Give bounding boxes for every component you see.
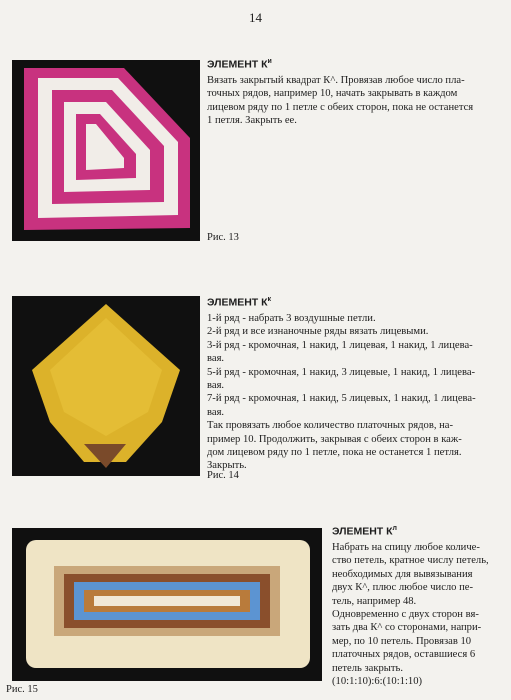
element-2-line: пример 10. Продолжить, закрывая с обеих сторон в каж-	[207, 433, 462, 445]
element-1-title: ЭЛЕМЕНТ $К^и$	[207, 58, 272, 71]
figure-15-photo	[12, 528, 322, 681]
element-1-line: точных рядов, например 10, начать закрывать в каждом	[207, 88, 458, 100]
element-2-line: 1-й ряд - набрать 3 воздушные петли.	[207, 312, 376, 324]
element-1-line: лицевом ряду по 1 петле с обеих сторон, пока не останется	[207, 101, 474, 113]
figure-14-caption: Рис. 14	[207, 470, 239, 481]
element-3-line: двух К^, плюс любое число пе-	[332, 582, 474, 594]
element-3-line: тель, например 48.	[332, 595, 417, 607]
element-3-text	[332, 522, 508, 688]
element-2-line: 3-й ряд - кромочная, 1 накид, 1 лицевая, 1 накид, 1 лицева-	[207, 339, 473, 351]
element-3-line: Набрать на спицу любое количе-	[332, 541, 480, 553]
element-2-line: 7-й ряд - кромочная, 1 накид, 5 лицевых, 1 накид, 1 лицева-	[207, 393, 476, 405]
element-3-line: платочных рядов, оставшиеся 6	[332, 649, 476, 661]
figure-13-photo	[12, 60, 200, 241]
figure-13-caption: Рис. 13	[207, 232, 239, 243]
element-2-line: 5-й ряд - кромочная, 1 накид, 3 лицевые, 1 накид, 1 лицева-	[207, 366, 476, 378]
element-2-line: Так провязать любое количество платочных рядов, на-	[207, 420, 454, 432]
element-2-line: 2-й ряд и все изнаночные ряды вязать лицевыми.	[207, 326, 429, 338]
element-2-title: ЭЛЕМЕНТ $К^к$	[207, 296, 272, 309]
element-3-line: мер, по 10 петель. Провязав 10	[332, 635, 472, 647]
element-2-text	[207, 293, 507, 473]
element-1-text	[207, 55, 507, 128]
element-3-line: необходимых для вывязывания	[332, 568, 473, 580]
figure-15-caption: Рис. 15	[6, 684, 38, 695]
element-1-line: Вязать закрытый квадрат К^. Провязав любое число пла-	[207, 74, 465, 86]
element-3-line: петель закрыть.	[332, 662, 404, 674]
element-2-line: дом лицевом ряду по 1 петле, пока не останется 1 петля.	[207, 446, 462, 458]
element-3-line: ство петель, кратное числу петель,	[332, 555, 489, 567]
element-2-line: Закрыть.	[207, 460, 247, 472]
element-3-line: (10:1:10):6:(10:1:10)	[332, 675, 423, 687]
element-2-line: вая.	[207, 406, 225, 418]
element-3-line: зать два К^ со сторонами, напри-	[332, 622, 482, 634]
element-2-line: вая.	[207, 353, 225, 365]
element-3-line: Одновременно с двух сторон вя-	[332, 608, 479, 620]
element-3-title: ЭЛЕМЕНТ $К^л$	[332, 525, 397, 538]
figure-14-photo	[12, 296, 200, 476]
page-number: 14	[249, 10, 262, 25]
element-1-line: 1 петля. Закрыть ее.	[207, 115, 297, 127]
element-2-line: вая.	[207, 379, 225, 391]
